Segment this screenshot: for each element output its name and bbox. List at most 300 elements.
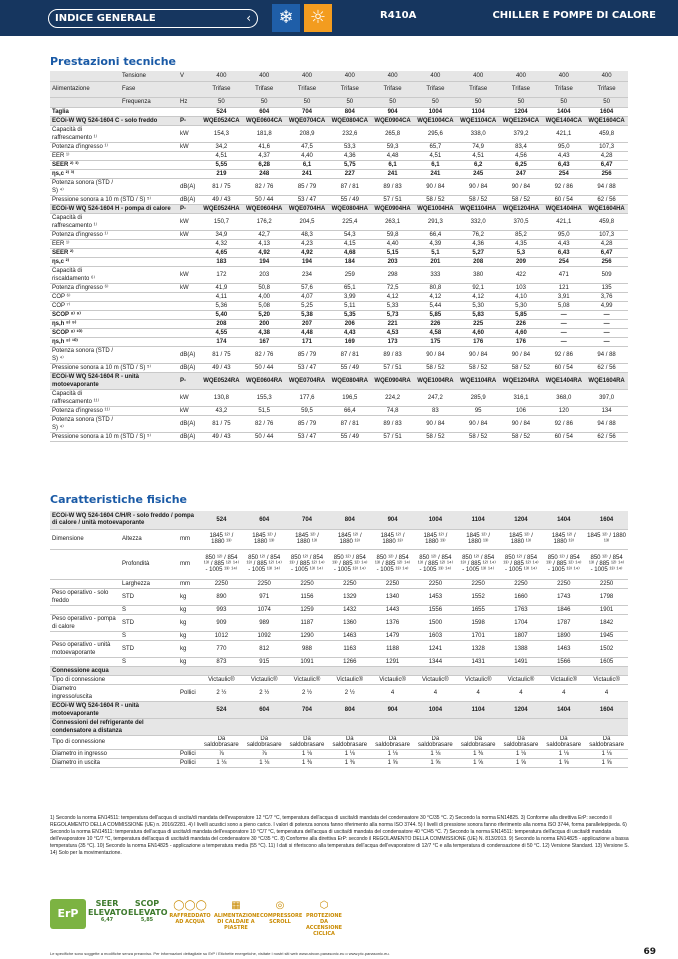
row-value: 850 ¹²⁾ / 854 ¹³⁾ / 885 ¹²⁾ ¹⁴⁾ - 1005 ¹³⁾ ¹⁴⁾ xyxy=(414,549,457,579)
row-value: 4,92 xyxy=(286,248,329,257)
row-value: 1012 xyxy=(200,631,243,640)
row-label: Capacità di raffrescamento ¹¹⁾ xyxy=(50,389,120,406)
table-row xyxy=(50,657,628,666)
row-value: 227 xyxy=(328,169,371,178)
scop-label: SCOP ELEVATO xyxy=(128,899,168,917)
row-label: Potenza sonora (STD / S) ⁴⁾ xyxy=(50,415,120,432)
table-row xyxy=(50,588,628,605)
row-value: Victaulic® xyxy=(542,675,585,684)
row-value: 1660 xyxy=(500,588,543,605)
page-number: 69 xyxy=(643,947,656,957)
row-value: WQE0704CA xyxy=(286,116,329,125)
row-value: — xyxy=(542,319,585,328)
row-value: 58 / 52 xyxy=(457,432,500,441)
row-value: 254 xyxy=(542,257,585,266)
row-value: 245 xyxy=(457,169,500,178)
row-value: 285,9 xyxy=(457,389,500,406)
row-value: 4,23 xyxy=(286,239,329,248)
row-value: 48,3 xyxy=(286,230,329,239)
table-row xyxy=(50,266,628,283)
row-value: 5,30 xyxy=(457,301,500,310)
row-unit: kW xyxy=(178,213,200,230)
row-value: 247,2 xyxy=(414,389,457,406)
table-row xyxy=(50,549,628,579)
row-label: ECOi-W WQ 524-1604 R - unità motoevaporante xyxy=(50,372,178,389)
row-value: 4,43 xyxy=(328,328,371,337)
row-label: Potenza sonora (STD / S) ⁴⁾ xyxy=(50,178,120,195)
row-value: 234 xyxy=(286,266,329,283)
row-value: 1701 xyxy=(457,631,500,640)
scop-badge xyxy=(128,899,166,931)
row-value: 1890 xyxy=(542,631,585,640)
row-value: 1404 xyxy=(542,107,585,116)
model-header: 524 xyxy=(200,511,243,529)
row-value: 50,8 xyxy=(243,283,286,292)
row-value: 704 xyxy=(286,107,329,116)
row-value: 57 / 51 xyxy=(371,432,414,441)
row-value: 1603 xyxy=(414,631,457,640)
row-value: 50 xyxy=(243,97,286,107)
row-value xyxy=(414,666,457,675)
row-value: 60 / 54 xyxy=(542,432,585,441)
row-value: 65,1 xyxy=(328,283,371,292)
model-header: 604 xyxy=(243,511,286,529)
row-value: WQE1404HA xyxy=(542,204,585,213)
row-value: 704 xyxy=(286,701,329,718)
row-value: WQE1404RA xyxy=(542,372,585,389)
row-unit xyxy=(178,151,200,160)
row-sub-label: S xyxy=(120,605,178,614)
row-value: 5,85 xyxy=(414,310,457,319)
row-value: 1845 ¹²⁾ / 1880 ¹³⁾ xyxy=(328,529,371,549)
row-value: 850 ¹²⁾ / 854 ¹³⁾ / 885 ¹²⁾ ¹⁴⁾ - 1005 ¹³⁾ ¹⁴⁾ xyxy=(243,549,286,579)
row-value: Victaulic® xyxy=(200,675,243,684)
row-value: 2250 xyxy=(371,579,414,588)
row-value: 55 / 49 xyxy=(328,432,371,441)
table-row xyxy=(50,81,628,97)
row-value: Trifase xyxy=(585,81,628,97)
scroll-badge xyxy=(260,899,303,931)
model-header: 704 xyxy=(286,511,329,529)
row-value: 51,5 xyxy=(243,406,286,415)
row-value: 4,15 xyxy=(328,239,371,248)
row-value: 49 / 43 xyxy=(200,363,243,372)
row-unit xyxy=(178,328,200,337)
row-unit: kW xyxy=(178,283,200,292)
row-value: — xyxy=(542,337,585,346)
model-header: 1604 xyxy=(585,511,628,529)
row-label xyxy=(50,579,120,588)
row-sub-label: Frequenza xyxy=(120,97,178,107)
row-value: 400 xyxy=(286,71,329,81)
model-header: 1204 xyxy=(500,511,543,529)
row-value: WQE0804CA xyxy=(328,116,371,125)
row-value: 1463 xyxy=(542,640,585,657)
index-button[interactable] xyxy=(48,9,258,28)
row-label xyxy=(50,71,120,81)
row-value: 207 xyxy=(286,319,329,328)
row-value: Trifase xyxy=(500,81,543,97)
row-value: 208 xyxy=(200,319,243,328)
row-label: Peso operativo - solo freddo xyxy=(50,588,120,605)
row-value: 1566 xyxy=(542,657,585,666)
table-row xyxy=(50,328,628,337)
row-value: 4,28 xyxy=(585,151,628,160)
row-value: 247 xyxy=(500,169,543,178)
row-label: Alimentazione xyxy=(50,81,120,97)
row-label: SCOP ⁸⁾ ¹⁰⁾ xyxy=(50,328,178,337)
row-sub-label xyxy=(120,346,178,363)
row-value: 90 / 84 xyxy=(414,346,457,363)
row-value: 1 ⅝ xyxy=(500,758,543,767)
row-value: 87 / 81 xyxy=(328,415,371,432)
table-row xyxy=(50,389,628,406)
row-unit: dB(A) xyxy=(178,415,200,432)
category-label: CHILLER E POMPE DI CALORE xyxy=(492,10,656,21)
row-value: 5,38 xyxy=(286,310,329,319)
row-value: 175 xyxy=(414,337,457,346)
row-value: 1 ⅛ xyxy=(585,749,628,758)
seer-value: 6,47 xyxy=(100,917,114,923)
row-value: 1502 xyxy=(585,640,628,657)
row-label: ECOi-W WQ 524-1604 H - pompa di calore xyxy=(50,204,178,213)
row-label: Capacità di riscaldamento ⁶⁾ xyxy=(50,266,120,283)
row-value: 2 ½ xyxy=(243,684,286,701)
row-value: 256 xyxy=(585,257,628,266)
row-value: WQE1604CA xyxy=(585,116,628,125)
row-value: 50 xyxy=(286,97,329,107)
row-label: ηs,c ²⁾ xyxy=(50,257,178,266)
table-row xyxy=(50,248,628,257)
row-label: Taglia xyxy=(50,107,178,116)
table-row xyxy=(50,415,628,432)
row-value: 5,35 xyxy=(328,310,371,319)
row-value: 5,11 xyxy=(328,301,371,310)
row-value: 2250 xyxy=(200,579,243,588)
row-value: WQE0524CA xyxy=(200,116,243,125)
row-value: 3,76 xyxy=(585,292,628,301)
table-row xyxy=(50,125,628,142)
table-row xyxy=(50,337,628,346)
row-value: 177,6 xyxy=(286,389,329,406)
row-value: 1329 xyxy=(328,588,371,605)
row-value: Trifase xyxy=(542,81,585,97)
row-unit xyxy=(178,248,200,257)
table-row xyxy=(50,579,628,588)
row-value: 1344 xyxy=(414,657,457,666)
row-value: 94 / 88 xyxy=(585,415,628,432)
row-value: 4,68 xyxy=(328,248,371,257)
row-value: WQE0804HA xyxy=(328,204,371,213)
row-label: Diametro ingresso/uscita xyxy=(50,684,120,701)
table-row xyxy=(50,718,628,735)
row-value: 203 xyxy=(371,257,414,266)
row-value: 150,7 xyxy=(200,213,243,230)
row-value: 55 / 49 xyxy=(328,363,371,372)
boiler-badge xyxy=(214,899,258,931)
row-value: 4,48 xyxy=(286,328,329,337)
row-value: WQE0604RA xyxy=(243,372,286,389)
row-unit xyxy=(178,81,200,97)
row-value: 225,4 xyxy=(328,213,371,230)
row-sub-label: Fase xyxy=(120,81,178,97)
row-value: 4,56 xyxy=(500,151,543,160)
row-value: 50 xyxy=(200,97,243,107)
row-value: 422 xyxy=(500,266,543,283)
row-value: 203 xyxy=(243,266,286,283)
row-value: 206 xyxy=(328,319,371,328)
row-value: Victaulic® xyxy=(500,675,543,684)
row-value: 174 xyxy=(200,337,243,346)
row-value: 154,3 xyxy=(200,125,243,142)
table-row xyxy=(50,758,628,767)
row-label: ηs,h ⁸⁾ ¹⁰⁾ xyxy=(50,337,178,346)
row-value: 194 xyxy=(243,257,286,266)
row-value: 4,55 xyxy=(200,328,243,337)
row-value: 226 xyxy=(414,319,457,328)
row-value: 1845 ¹²⁾ / 1880 ¹³⁾ xyxy=(371,529,414,549)
row-value: WQE1204CA xyxy=(500,116,543,125)
row-value: 57 / 51 xyxy=(371,363,414,372)
row-value: WQE1604RA xyxy=(585,372,628,389)
row-value: 4,35 xyxy=(500,239,543,248)
row-value: 95,0 xyxy=(542,142,585,151)
row-value: 4,07 xyxy=(286,292,329,301)
row-value: 1491 xyxy=(500,657,543,666)
row-value: 5,25 xyxy=(286,301,329,310)
row-value: 4 xyxy=(500,684,543,701)
row-unit: kW xyxy=(178,266,200,283)
row-value: 4,13 xyxy=(243,239,286,248)
row-label xyxy=(50,549,120,579)
row-unit: P- xyxy=(178,116,200,125)
row-label: Potenza sonora (STD / S) ⁴⁾ xyxy=(50,346,120,363)
row-value: 50 / 44 xyxy=(243,195,286,204)
row-value: 400 xyxy=(200,71,243,81)
row-value: 295,6 xyxy=(414,125,457,142)
row-value: 4 xyxy=(371,684,414,701)
row-value: 208 xyxy=(457,257,500,266)
row-value: 400 xyxy=(542,71,585,81)
row-value: 169 xyxy=(328,337,371,346)
row-unit: P- xyxy=(178,372,200,389)
table-row xyxy=(50,230,628,239)
row-value: 82 / 76 xyxy=(243,178,286,195)
row-value: 90 / 84 xyxy=(500,178,543,195)
row-value: 1188 xyxy=(371,640,414,657)
row-value: 1 ⅛ xyxy=(371,749,414,758)
row-value: — xyxy=(585,310,628,319)
row-label: Tipo di connessione xyxy=(50,735,178,749)
scroll-icon: ◎ xyxy=(275,900,285,911)
scroll-label: COMPRESSORE SCROLL xyxy=(260,913,303,925)
row-value: 3,99 xyxy=(328,292,371,301)
row-value: 471 xyxy=(542,266,585,283)
row-value: 248 xyxy=(243,169,286,178)
row-value: 85 / 79 xyxy=(286,346,329,363)
row-label xyxy=(50,657,120,666)
row-value: 1 ⅛ xyxy=(328,749,371,758)
row-value: Trifase xyxy=(286,81,329,97)
row-value: — xyxy=(585,328,628,337)
row-label: ηs,h ⁸⁾ ⁹⁾ xyxy=(50,319,178,328)
row-value: 4,51 xyxy=(200,151,243,160)
row-value: 1 ⅛ xyxy=(500,749,543,758)
table-row xyxy=(50,257,628,266)
water-cooled-badge xyxy=(168,899,212,931)
model-header: 804 xyxy=(328,511,371,529)
row-value: 232,6 xyxy=(328,125,371,142)
row-value: WQE0524RA xyxy=(200,372,243,389)
row-value: 1104 xyxy=(457,701,500,718)
row-value: 72,5 xyxy=(371,283,414,292)
row-value: 5,30 xyxy=(500,301,543,310)
table-row xyxy=(50,283,628,292)
row-value: 316,1 xyxy=(500,389,543,406)
row-value: 241 xyxy=(414,169,457,178)
row-value: 2250 xyxy=(328,579,371,588)
row-value: 265,8 xyxy=(371,125,414,142)
row-value: 256 xyxy=(585,169,628,178)
row-value: 4,12 xyxy=(414,292,457,301)
row-value: WQE1204HA xyxy=(500,204,543,213)
row-value: 1845 ¹²⁾ / 1880 ¹³⁾ xyxy=(286,529,329,549)
row-value: 171 xyxy=(286,337,329,346)
row-value: Da saldobrasare xyxy=(542,735,585,749)
table-row xyxy=(50,701,628,718)
table-row xyxy=(50,169,628,178)
row-value: — xyxy=(585,319,628,328)
table-row xyxy=(50,160,628,169)
row-value: 135 xyxy=(585,283,628,292)
row-value: 103 xyxy=(500,283,543,292)
table-row xyxy=(50,406,628,415)
row-value: 60 / 54 xyxy=(542,195,585,204)
row-value: 53,3 xyxy=(328,142,371,151)
row-value: 1004 xyxy=(414,107,457,116)
row-value: 1598 xyxy=(457,614,500,631)
row-label: SEER ²⁾ ³⁾ xyxy=(50,160,178,169)
row-value: 4,65 xyxy=(200,248,243,257)
row-value: Victaulic® xyxy=(457,675,500,684)
table-row xyxy=(50,605,628,614)
row-value: 1266 xyxy=(328,657,371,666)
row-value: Victaulic® xyxy=(371,675,414,684)
row-value xyxy=(542,718,585,735)
row-value xyxy=(286,666,329,675)
row-unit: kW xyxy=(178,389,200,406)
row-value: 400 xyxy=(585,71,628,81)
row-value xyxy=(200,666,243,675)
row-value: 58 / 52 xyxy=(414,195,457,204)
row-value: 66,4 xyxy=(414,230,457,239)
shield-icon: ⬡ xyxy=(319,900,329,911)
row-unit: kW xyxy=(178,142,200,151)
row-value: 291,3 xyxy=(414,213,457,230)
row-value: Da saldobrasare xyxy=(414,735,457,749)
row-value: 1842 xyxy=(585,614,628,631)
row-sub-label: Larghezza xyxy=(120,579,178,588)
row-value: 155,3 xyxy=(243,389,286,406)
row-value: 1204 xyxy=(500,701,543,718)
row-value: 4,43 xyxy=(542,239,585,248)
row-value xyxy=(243,718,286,735)
row-value: 6,43 xyxy=(542,160,585,169)
row-value: 1163 xyxy=(328,640,371,657)
row-value: 176,2 xyxy=(243,213,286,230)
row-value: 2 ½ xyxy=(286,684,329,701)
row-unit xyxy=(178,292,200,301)
row-value: 988 xyxy=(286,640,329,657)
row-value: 370,5 xyxy=(500,213,543,230)
seer-badge xyxy=(88,899,126,931)
table-header-row xyxy=(50,511,628,529)
row-value: 4,40 xyxy=(371,239,414,248)
row-value: 5,75 xyxy=(328,160,371,169)
row-value: 379,2 xyxy=(500,125,543,142)
row-sub-label: S xyxy=(120,657,178,666)
row-unit: kg xyxy=(178,605,200,614)
row-label: Dimensione xyxy=(50,529,120,549)
row-value: 62 / 56 xyxy=(585,432,628,441)
model-header: 1004 xyxy=(414,511,457,529)
row-label xyxy=(50,631,120,640)
row-value: 524 xyxy=(200,107,243,116)
row-unit: dB(A) xyxy=(178,346,200,363)
row-label: Pressione sonora a 10 m (STD / S) ⁵⁾ xyxy=(50,363,178,372)
row-value: 1845 ¹²⁾ / 1880 ¹³⁾ xyxy=(243,529,286,549)
row-value: 241 xyxy=(286,169,329,178)
row-value: 1004 xyxy=(414,701,457,718)
row-value: 6,1 xyxy=(414,160,457,169)
row-value: 4,43 xyxy=(542,151,585,160)
row-value: 1556 xyxy=(414,605,457,614)
row-label: Pressione sonora a 10 m (STD / S) ⁵⁾ xyxy=(50,195,178,204)
row-unit xyxy=(178,735,200,749)
row-unit: kW xyxy=(178,406,200,415)
row-value: 42,7 xyxy=(243,230,286,239)
row-value: 6,47 xyxy=(585,248,628,257)
row-value xyxy=(542,666,585,675)
row-unit: V xyxy=(178,71,200,81)
row-sub-label xyxy=(120,266,178,283)
row-value: WQE1104RA xyxy=(457,372,500,389)
row-value: 226 xyxy=(500,319,543,328)
footer-text: Le specifiche sono soggette a modifiche senza preavviso. Per informazioni dettagliate su ErP / Etichette energetiche, visitate i nostri siti web www.aircon.panasonic.eu o www.ptc.panasonic.eu. xyxy=(50,951,390,956)
row-value xyxy=(500,666,543,675)
row-value: 50 xyxy=(371,97,414,107)
row-value: 60 / 54 xyxy=(542,363,585,372)
table-row xyxy=(50,631,628,640)
row-value: 1552 xyxy=(457,588,500,605)
row-value: 1763 xyxy=(500,605,543,614)
row-value: 107,3 xyxy=(585,230,628,239)
row-value: 1259 xyxy=(286,605,329,614)
row-value: 4 xyxy=(414,684,457,701)
row-label: EER ¹⁾ xyxy=(50,151,178,160)
row-label: Pressione sonora a 10 m (STD / S) ⁵⁾ xyxy=(50,432,178,441)
row-unit: Hz xyxy=(178,97,200,107)
row-label: Connessione acqua xyxy=(50,666,178,675)
row-value: 130,8 xyxy=(200,389,243,406)
row-value: 298 xyxy=(371,266,414,283)
row-label: ECOi-W WQ 524-1604 R - unità motoevaporante xyxy=(50,701,178,718)
row-value: 87 / 81 xyxy=(328,178,371,195)
row-value xyxy=(243,666,286,675)
row-value: 85 / 79 xyxy=(286,178,329,195)
plate-icon: ▦ xyxy=(231,900,241,911)
row-value: 5,33 xyxy=(371,301,414,310)
